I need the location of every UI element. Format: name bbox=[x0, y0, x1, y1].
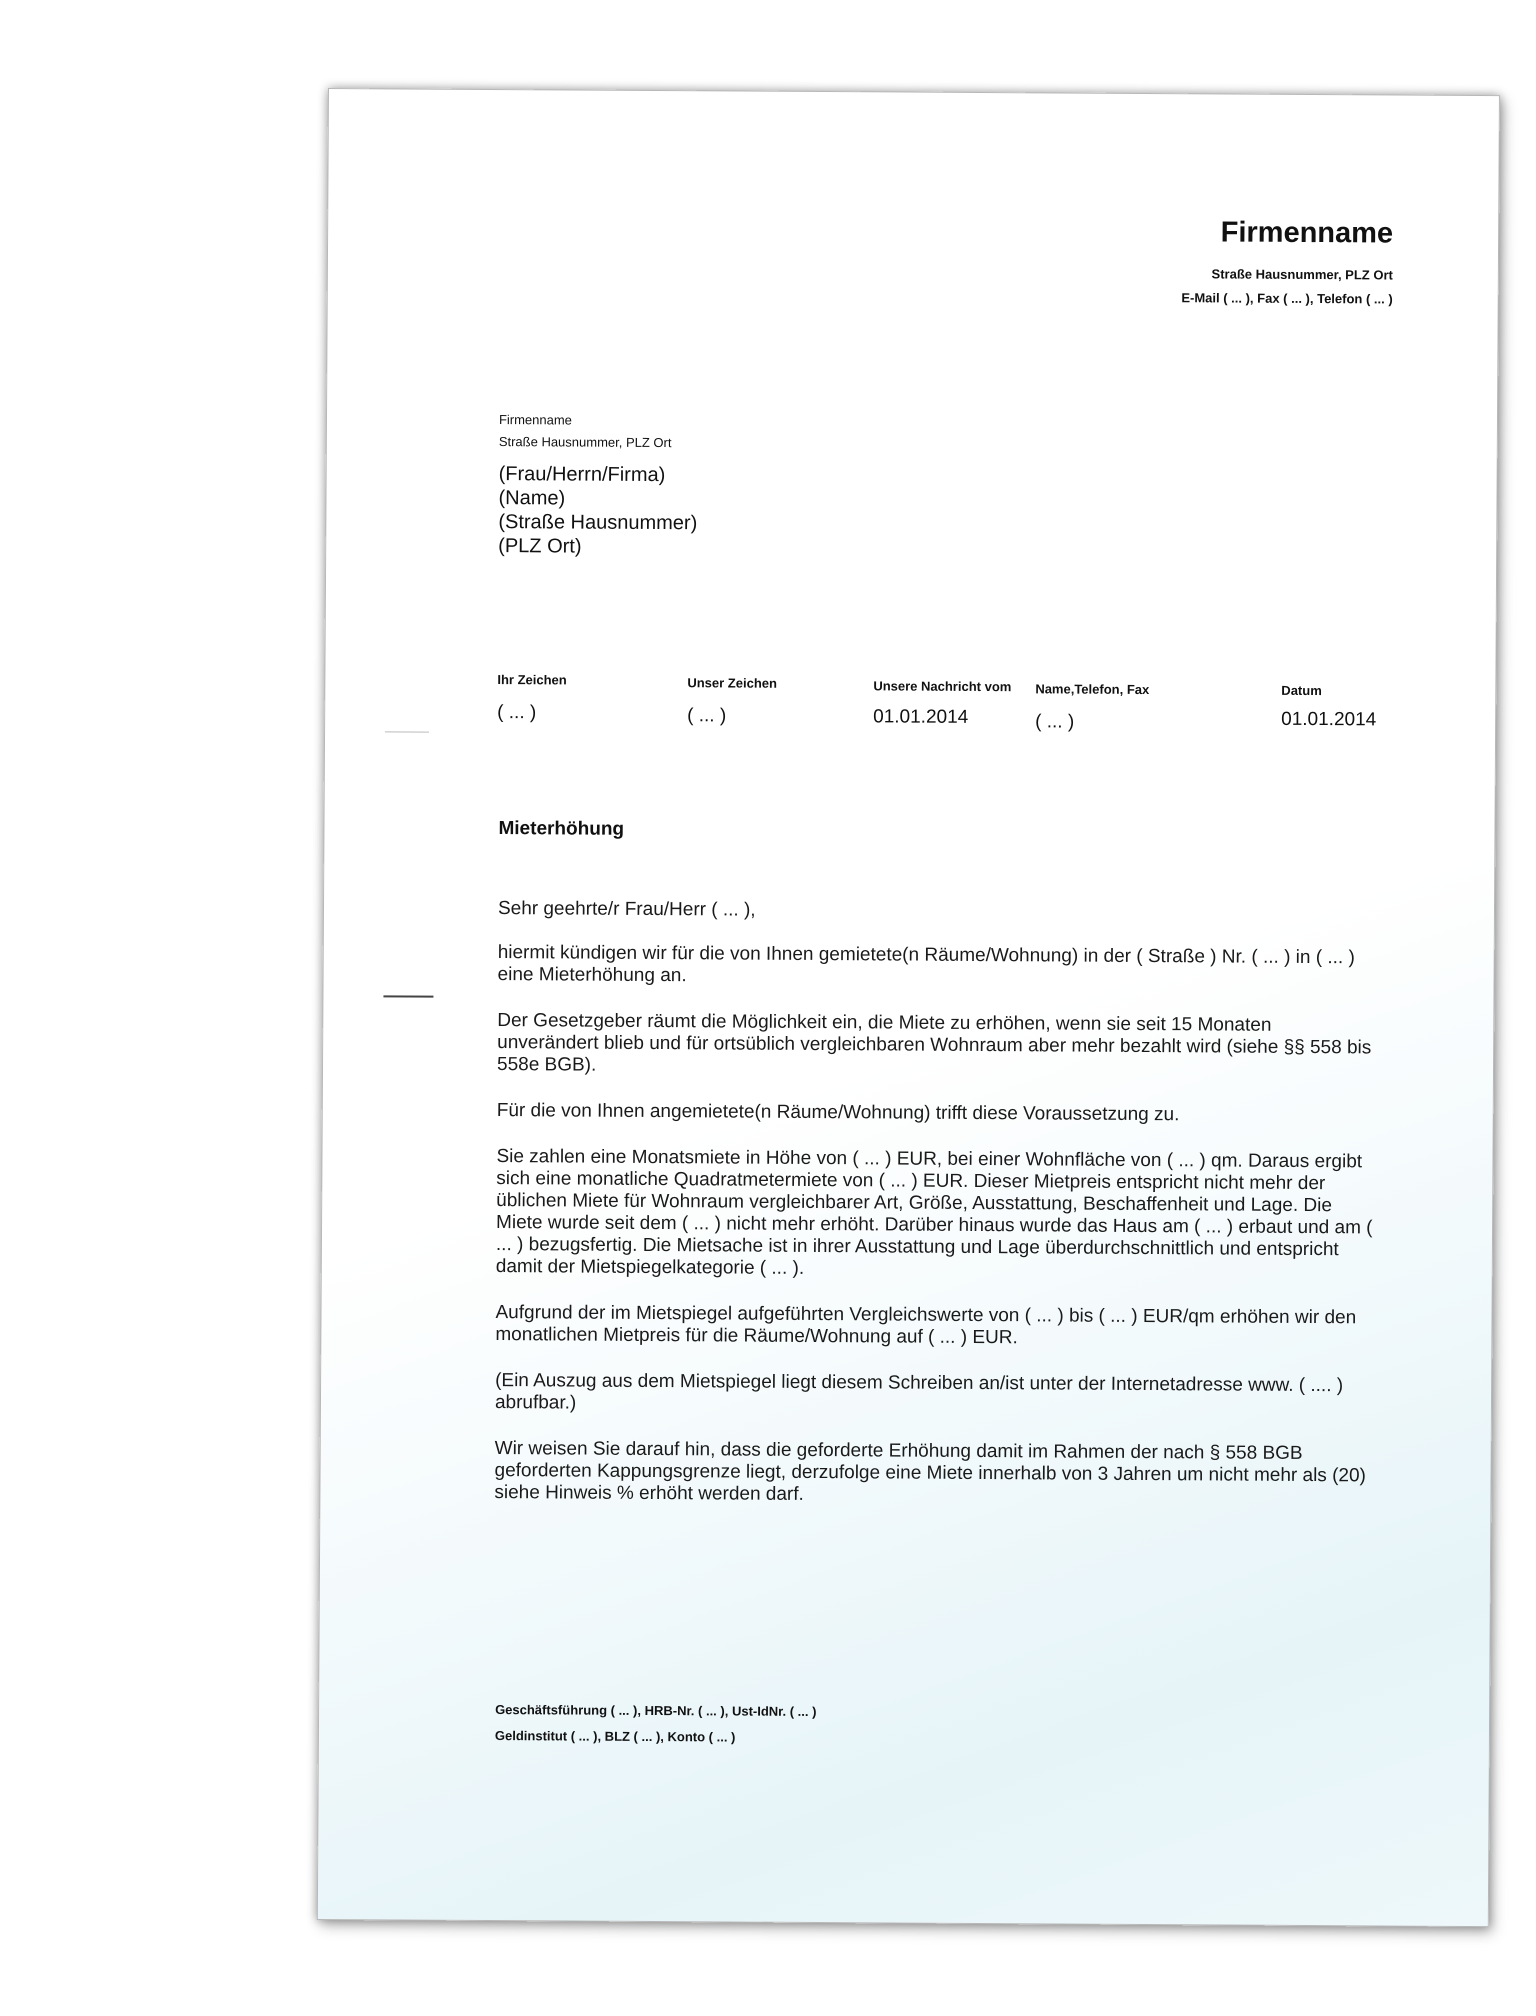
sender-name: Firmenname bbox=[498, 412, 572, 428]
body-paragraph: Wir weisen Sie darauf hin, dass die geforderte Erhöhung damit im Rahmen der nach § 558 BGB geforderten Kappungsgrenze liegt, derzufolge eine Miete innerhalb von 3 Jahren um nicht mehr als (20) siehe Hinweis % erhöht werden darf. bbox=[494, 1438, 1366, 1505]
letter-page bbox=[317, 88, 1500, 1927]
ref-label-name-telefon-fax: Name,Telefon, Fax bbox=[1035, 681, 1150, 698]
ref-label-unsere-nachricht: Unsere Nachricht vom bbox=[873, 678, 1012, 695]
recipient-line: (Frau/Herrn/Firma) bbox=[498, 463, 666, 487]
ref-value-datum: 01.01.2014 bbox=[1281, 708, 1377, 731]
fold-mark-middle bbox=[383, 995, 433, 997]
body-paragraph: Für die von Ihnen angemietete(n Räume/Wohnung) trifft diese Voraussetzung zu. bbox=[496, 1100, 1180, 1126]
letter-body bbox=[494, 898, 1378, 1533]
recipient-line: (Name) bbox=[498, 487, 566, 510]
footer-line-bank: Geldinstitut ( ... ), BLZ ( ... ), Konto ( ... ) bbox=[494, 1728, 736, 1745]
letter-subject: Mieterhöhung bbox=[498, 818, 625, 840]
ref-label-ihr-zeichen: Ihr Zeichen bbox=[497, 672, 567, 688]
letterhead-address: Straße Hausnummer, PLZ Ort bbox=[1211, 266, 1393, 283]
salutation: Sehr geehrte/r Frau/Herr ( ... ), bbox=[497, 898, 756, 921]
letterhead-contact: E-Mail ( ... ), Fax ( ... ), Telefon ( ... ) bbox=[1181, 290, 1393, 307]
sender-address: Straße Hausnummer, PLZ Ort bbox=[498, 434, 672, 451]
ref-value-unsere-nachricht: 01.01.2014 bbox=[873, 706, 969, 728]
ref-label-unser-zeichen: Unser Zeichen bbox=[687, 675, 778, 691]
ref-value-unser-zeichen: ( ... ) bbox=[687, 705, 727, 727]
ref-value-name-telefon-fax: ( ... ) bbox=[1035, 711, 1075, 733]
recipient-line: (PLZ Ort) bbox=[498, 535, 582, 558]
body-paragraph: Der Gesetzgeber räumt die Möglichkeit ein, die Miete zu erhöhen, wenn sie seit 15 Monaten unverändert blieb und für ortsüblich vergleichbaren Wohnraum aber mehr bezahlt wird (siehe §§ 558 bis 558e BGB). bbox=[496, 1010, 1372, 1076]
body-paragraph: hiermit kündigen wir für die von Ihnen gemietete(n Räume/Wohnung) in der ( Straße ) Nr. ( ... ) in ( ... ) eine Mieterhöhung an. bbox=[497, 942, 1355, 987]
ref-label-datum: Datum bbox=[1281, 682, 1322, 699]
recipient-line: (Straße Hausnummer) bbox=[498, 511, 698, 535]
body-paragraph: Sie zahlen eine Monatsmiete in Höhe von ( ... ) EUR, bei einer Wohnfläche von ( ... ) qm. Daraus ergibt sich eine monatliche Quadratmetermiete von ( ... ) EUR. Dieser Mietpreis entspricht nicht mehr der üblichen Miete für Wohnraum vergleichbarer Art, Größe, Ausstattung, Beschaffenheit und Lage. Die Miete wurde seit dem ( ... ) nicht mehr erhöht. Darüber hinaus wurde das Haus am ( ... ) erbaut und am ( ... ) bezugsfertig. Die Mietsache ist in ihrer Ausstattung und Lage überdurchschnittlich und entspricht damit der Mietspiegelkategorie ( ... ). bbox=[495, 1146, 1373, 1279]
body-paragraph: (Ein Auszug aus dem Mietspiegel liegt diesem Schreiben an/ist unter der Internetadresse www. ( .... ) abrufbar.) bbox=[494, 1370, 1344, 1414]
body-paragraph: Aufgrund der im Mietspiegel aufgeführten Vergleichswerte von ( ... ) bis ( ... ) EUR/qm erhöhen wir den monatlichen Mietpreis für die Räume/Wohnung auf ( ... ) EUR. bbox=[495, 1302, 1357, 1349]
letterhead-company-name: Firmenname bbox=[1220, 216, 1394, 250]
ref-value-ihr-zeichen: ( ... ) bbox=[497, 702, 537, 724]
footer-line-management: Geschäftsführung ( ... ), HRB-Nr. ( ... ), Ust-IdNr. ( ... ) bbox=[495, 1702, 817, 1720]
fold-mark-top bbox=[385, 731, 429, 732]
